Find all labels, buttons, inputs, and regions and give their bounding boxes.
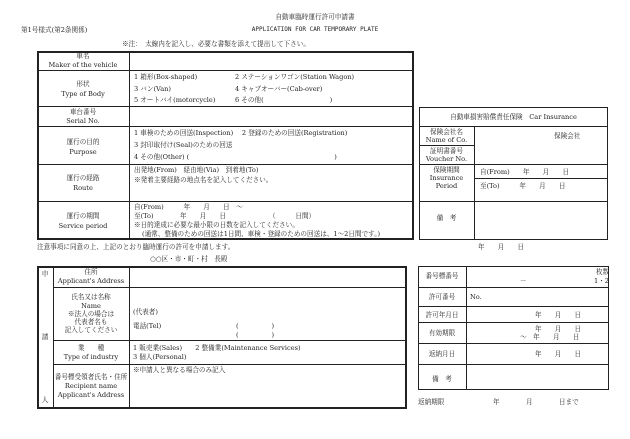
body-type-label-en: Type of Body [61,90,105,98]
addressee: ○○区・市・町・村 長殿 [150,255,228,263]
recipient-label-en2: Applicant's Address [57,391,125,399]
serial-field[interactable] [130,107,413,125]
industry-label-en: Type of industry [63,353,119,361]
applicant-name-field[interactable] [130,288,406,306]
applicant-name-label-5: 記入してください [64,326,118,334]
return-date-label: 返納月日 [428,350,456,358]
body-option-motorcycle[interactable]: 5 オートバイ(motorcycle) [134,96,216,104]
permit-date-label: 許可年月日 [425,311,459,319]
body-option-cabover[interactable]: 4 キャブオーバー(Cab-over) [235,85,323,93]
period-label-ja: 運行の期間 [66,212,100,220]
route-field[interactable] [130,186,413,200]
purpose-option-seal[interactable]: 3 封印取付け(Seal)のための回送 [134,141,233,149]
recipient-note: ※申請人と異なる場合のみ記入 [133,366,226,374]
insurance-title: 自動車損害賠償責任保険 Car Insurance [450,113,577,121]
body-option-box[interactable]: 1 箱形(Box-shaped) [134,73,198,81]
form-title-ja: 自動車臨時運行許可申請書 [275,13,355,21]
industry-option-personal[interactable]: 3 個人(Personal) [133,353,187,361]
form-note: ※注： 太線内を記入し、必要な書類を添えて提出して下さい。 [122,40,310,48]
plate-number-label: 番号標番号 [425,272,459,280]
applicant-side-char-2: 請 [41,333,49,341]
applicant-name-label-4: 代表者名も [74,318,108,326]
form-title-en: APPLICATION FOR CAR TEMPORARY PLATE [251,26,379,33]
tel-field-2[interactable]: ( ) [236,331,275,339]
insurance-company-field[interactable] [476,127,552,145]
period-note-detail: (通常、整備のための回送は1日間、車検・登録のための回送は、1～2日間です。) [142,230,381,238]
period-to[interactable]: 至(To) 年 月 日 （ 日間） [134,212,316,220]
period-note: ※日的達成に必要な最小限の日数を記入してください。 [134,221,299,229]
insurance-period-from[interactable]: 自(From) 年 月 日 [480,168,570,176]
sheets-value: 1・2 [594,277,609,285]
agreement-text: 注意事項に同意の上、上記のとおり臨時運行の許可を申請します。 [37,243,235,251]
period-label-en: Service period [58,222,108,230]
plate-dash: － [520,277,527,285]
serial-label-ja: 車台番号 [69,108,97,116]
recipient-field[interactable] [130,376,406,407]
applicant-name-label-1: 氏名又は名称 [71,293,111,301]
return-deadline-label: 返納期限 [418,398,445,406]
voucher-label-en: Voucher No. [425,155,468,163]
office-remarks-label: 備 考 [432,375,452,383]
form-number: 第1号様式(第2条関係) [21,26,88,34]
applicant-name-label-2: Name [81,302,101,310]
purpose-label-ja: 運行の目的 [66,138,100,146]
applicant-address-field[interactable] [130,267,406,286]
permit-number-label: 許可番号 [428,293,456,301]
valid-period-label: 有効期限 [428,329,456,337]
maker-label-ja: 車名 [76,52,90,60]
recipient-label-en1: Recipient name [64,382,118,390]
body-option-wagon[interactable]: 2 ステーションワゴン(Station Wagon) [235,73,355,81]
route-label-ja: 運行の経路 [66,174,100,182]
insurance-company-label-ja: 保険会社名 [430,128,463,136]
body-type-label-ja: 形状 [76,80,90,88]
route-points: 出発地(From) 経由地(Via) 到着地(To) [134,166,259,174]
serial-label-en: Serial No. [66,117,100,125]
application-date[interactable]: 年 月 日 [478,243,525,251]
return-deadline-value: 年 月 日まで [493,398,579,406]
voucher-field[interactable] [476,146,606,163]
tel-field-1[interactable]: ( ) [236,322,275,330]
valid-period-line2: ～ 年 月 日 [520,333,580,341]
route-label-en: Route [73,184,93,192]
representative-label: (代表者) [133,308,158,316]
voucher-label-ja: 証明書番号 [430,147,463,155]
insurance-company-suffix: 保険会社 [554,132,581,140]
applicant-address-label-en: Applicant's Address [57,277,125,285]
insurance-period-to[interactable]: 至(To) 年 月 日 [480,182,566,190]
period-from[interactable]: 自(From) 年 月 日 ～ [134,203,243,211]
sheets-label: 枚数 [596,268,610,276]
return-date-value: 年 月 日 [535,350,582,358]
industry-option-sales-maintenance[interactable]: 1 販売業(Sales) 2 整備業(Maintenance Services) [133,344,301,352]
recipient-label-ja: 番号標受領者氏名・住所 [54,373,128,381]
applicant-side-char-1: 申 [41,270,49,278]
tel-label: 電話(Tel) [133,322,162,330]
maker-label-en: Maker of the vehicle [48,61,118,69]
insurance-period-label-en2: Period [435,182,458,190]
valid-period-line1: 年 月 日 [535,325,582,333]
industry-label-ja: 業 種 [77,344,105,352]
insurance-period-label-en1: Insurance [429,174,464,182]
route-note: ※発着主要経路の地点名を記入してください。 [134,176,273,184]
purpose-option-inspection-registration[interactable]: 1 車検のための回送(Inspection) 2 登録のための回送(Registration) [134,129,348,137]
insurance-company-label-en: Name of Co. [425,136,468,144]
permit-date-value: 年 月 日 [535,311,582,319]
body-option-other[interactable]: 6 その他( ) [235,96,333,104]
insurance-period-label-ja: 保険期間 [433,166,460,174]
applicant-side-char-3: 人 [41,396,49,404]
insurance-remarks-field[interactable] [476,202,606,238]
insurance-remarks-label: 備 考 [436,214,457,222]
applicant-address-label-ja: 住所 [84,268,98,276]
applicant-name-label-3: ※法人の場合は [67,310,115,318]
purpose-option-other[interactable]: 4 その他(Other) ( ) [134,153,337,161]
permit-number-prefix: No. [470,293,482,301]
purpose-label-en: Purpose [69,148,97,156]
maker-field[interactable] [130,52,413,69]
body-option-van[interactable]: 3 バン(Van) [134,85,171,93]
